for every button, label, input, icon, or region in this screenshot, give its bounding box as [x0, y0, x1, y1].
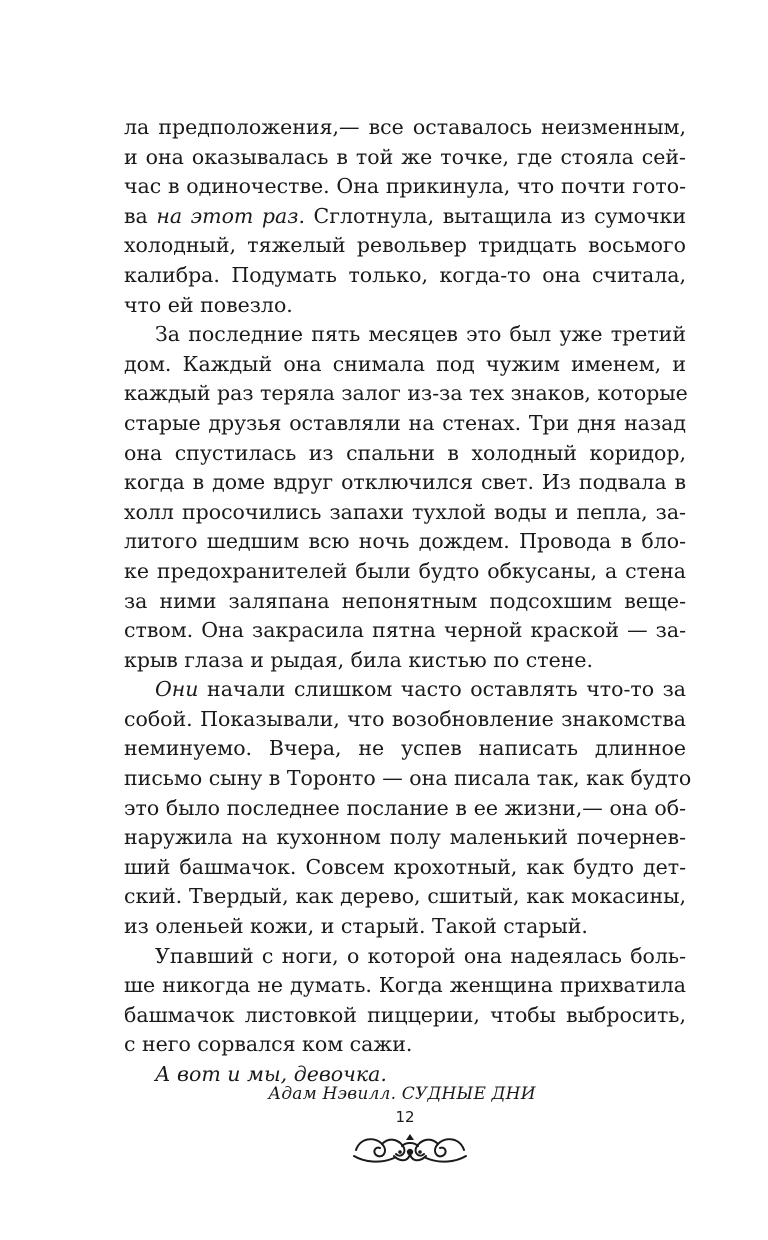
text-line [124, 971, 686, 1001]
page-body-text [124, 113, 692, 1090]
text-line [124, 705, 686, 735]
paragraph [124, 320, 686, 675]
text-run: башмачок листовкой пиццерии, чтобы выбросить, [124, 1002, 686, 1027]
text-run: ством. Она закрасила пятна черной краской — за- [124, 618, 686, 643]
text-run: наружила на кухонном полу маленький почернев- [124, 825, 686, 850]
text-line [124, 853, 686, 883]
text-line [124, 350, 686, 380]
text-run: это было последнее послание в ее жизни,— она об- [124, 795, 686, 820]
text-line [124, 764, 692, 794]
text-run: каждый раз теряла залог из-за тех знаков, которые [124, 381, 688, 406]
text-line [124, 202, 686, 232]
text-run: ва [124, 203, 157, 228]
paragraph [124, 942, 686, 1060]
text-line [124, 113, 686, 143]
text-line [124, 646, 686, 676]
paragraph [124, 675, 692, 941]
text-line [124, 320, 686, 350]
text-run: старые друзья оставляли на стенах. Три дня назад [124, 410, 686, 435]
text-run: холл просочились запахи тухлой воды и пепла, за- [124, 499, 686, 524]
text-line [124, 823, 686, 853]
text-run: литого шедшим всю ночь дождем. Провода в бло- [124, 529, 686, 554]
text-run: ке предохранителей были будто обкусаны, а стена [124, 558, 686, 583]
text-line [124, 468, 686, 498]
text-line [124, 409, 686, 439]
text-line [124, 557, 686, 587]
text-line [124, 527, 686, 557]
text-line [124, 172, 686, 202]
text-run: Упавший с ноги, о которой она надеялась боль- [155, 943, 686, 968]
text-line [124, 143, 686, 173]
text-line [124, 439, 686, 469]
text-run: ский. Твердый, как дерево, сшитый, как мокасины, [124, 884, 686, 909]
text-run: дом. Каждый она снимала под чужим именем, и [124, 351, 686, 376]
text-run: ше никогда не думать. Когда женщина прихватила [124, 973, 686, 998]
text-line [124, 261, 686, 291]
text-line [124, 291, 686, 321]
text-run: что ей повезло. [124, 292, 293, 317]
text-line [124, 675, 686, 705]
text-run: час в одиночестве. Она прикинула, что почти гото- [124, 174, 686, 199]
italic-text: Они [155, 677, 199, 702]
text-run: калибра. Подумать только, когда-то она считала, [124, 262, 686, 287]
text-run: и она оказывалась в той же точке, где стояла сей- [124, 144, 686, 169]
text-line [124, 498, 686, 528]
text-line [124, 587, 686, 617]
text-line [124, 794, 686, 824]
text-run: за ними заляпана непонятным подсохшим веще- [124, 588, 686, 613]
italic-text: на этот раз [156, 203, 299, 228]
text-line [124, 616, 686, 646]
text-run: когда в доме вдруг отключился свет. Из подвала в [124, 470, 686, 495]
text-run: собой. Показывали, что возобновление знакомства [124, 706, 686, 731]
decorative-ornament-icon [350, 1126, 470, 1168]
text-line [124, 882, 686, 912]
text-run: с него сорвался ком сажи. [124, 1032, 413, 1057]
text-run: холодный, тяжелый револьвер тридцать восьмого [124, 233, 686, 258]
text-run: письмо сыну в Торонто — она писала так, как будто [124, 766, 692, 791]
text-line [124, 912, 686, 942]
paragraph [124, 113, 686, 320]
text-run: ший башмачок. Совсем крохотный, как будто дет- [124, 854, 686, 879]
text-run: неминуемо. Вчера, не успев написать длинное [124, 736, 686, 761]
text-run: . Сглотнула, вытащила из сумочки [298, 203, 686, 228]
text-run: крыв глаза и рыдая, била кистью по стене. [124, 647, 594, 672]
footer-title-text: Адам Нэвилл. СУДНЫЕ ДНИ [268, 1084, 536, 1104]
text-line [124, 1030, 686, 1060]
text-run: она спустилась из спальни в холодный коридор, [124, 440, 686, 465]
running-footer-title [0, 1084, 768, 1104]
text-run: За последние пять месяцев это был уже третий [155, 322, 686, 347]
text-line [124, 231, 686, 261]
text-run: начали слишком часто оставлять что-то за [198, 677, 686, 702]
text-run: из оленьей кожи, и старый. Такой старый. [124, 914, 588, 939]
text-run: ла предположения,— все оставалось неизменным, [124, 115, 686, 139]
page-number: 12 [395, 1108, 415, 1126]
text-line [124, 734, 686, 764]
text-line [124, 1001, 686, 1031]
text-line [124, 379, 686, 409]
text-line [124, 942, 686, 972]
italic-text: А вот и мы, девочка. [155, 1062, 387, 1086]
